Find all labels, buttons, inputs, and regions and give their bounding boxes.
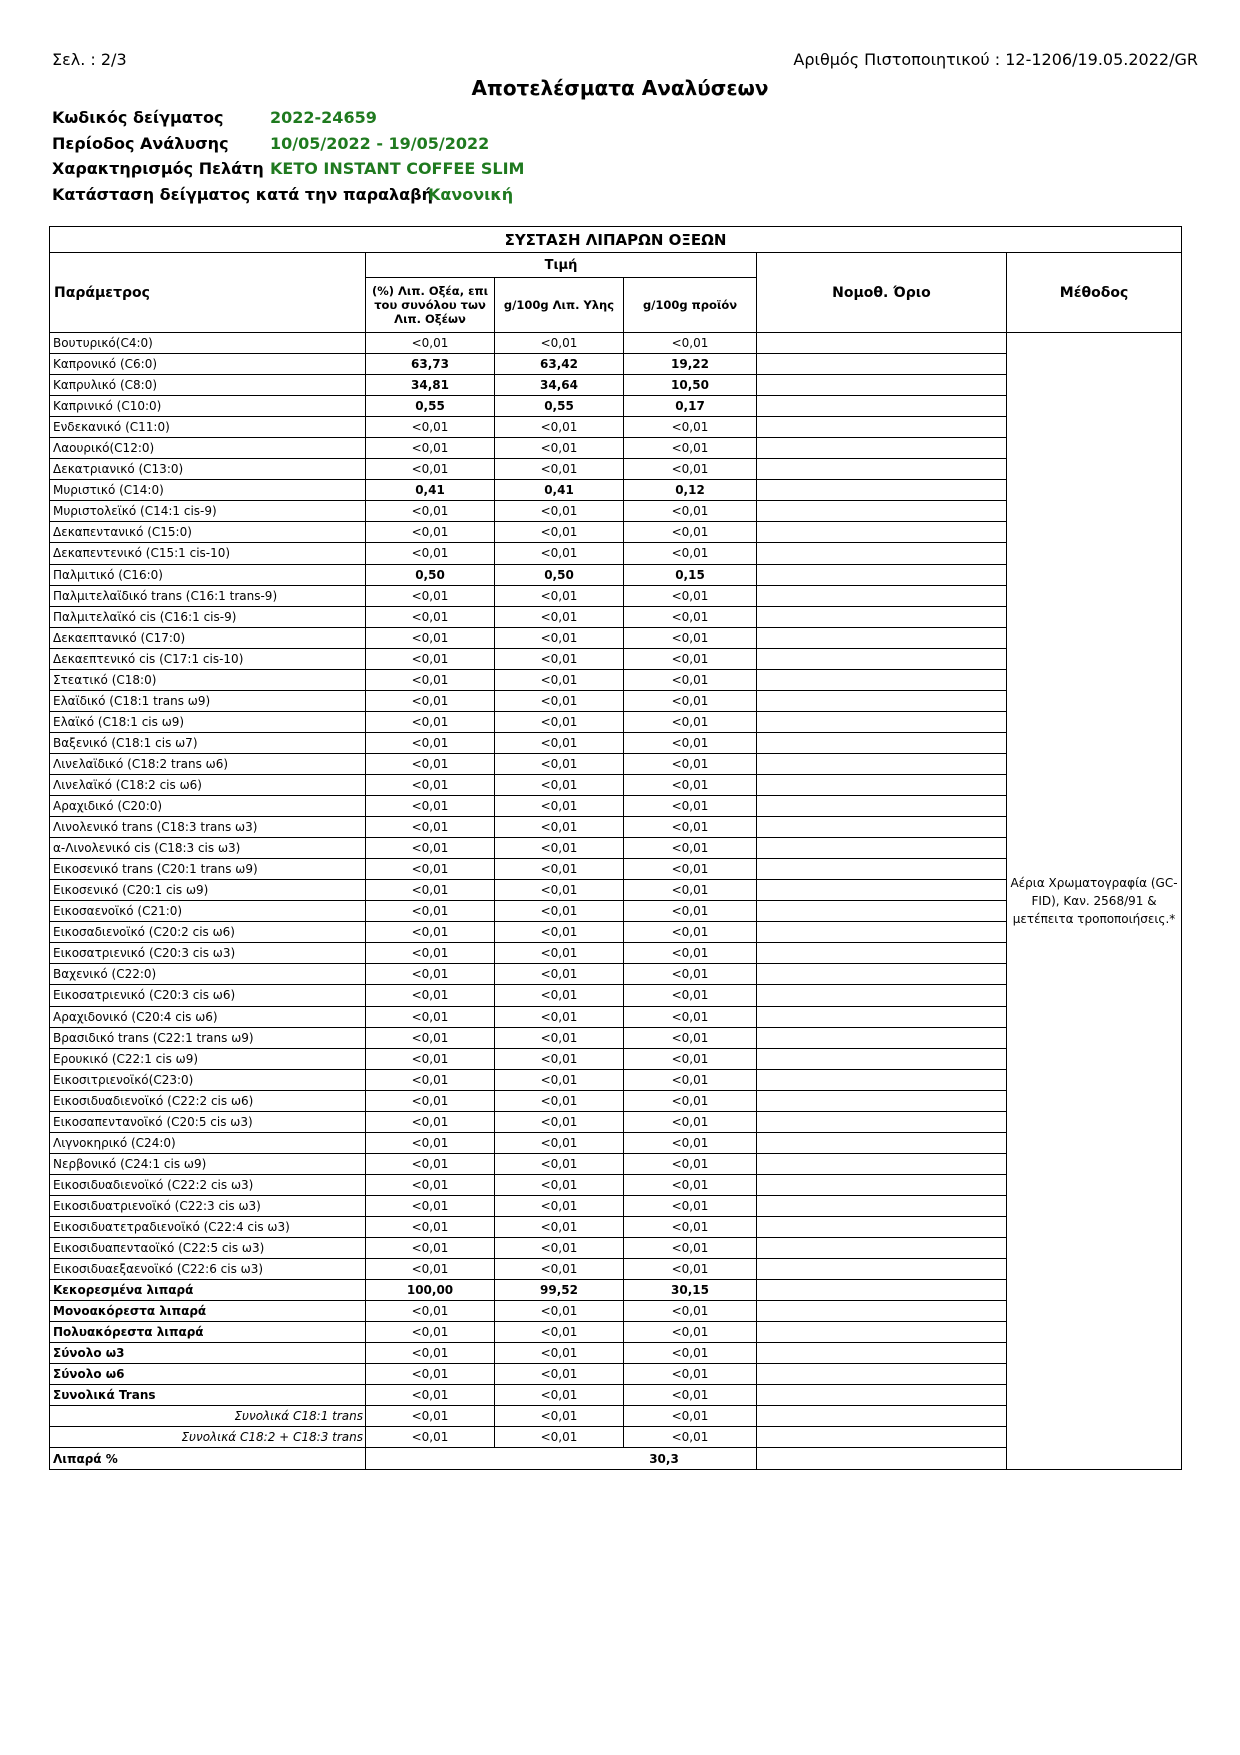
limit-cell: [757, 501, 1007, 522]
fat-total-value: 30,3: [366, 1448, 757, 1469]
parameter-name: Παλμιτελαϊδικό trans (C16:1 trans-9): [50, 585, 366, 606]
limit-cell: [757, 1090, 1007, 1111]
limit-cell: [757, 711, 1007, 732]
value-fat-matter: <0,01: [495, 459, 624, 480]
fat-total-label: Λιπαρά %: [50, 1448, 366, 1469]
value-percent: 0,41: [366, 480, 495, 501]
limit-cell: [757, 354, 1007, 375]
parameter-name: Εικοσαπεντανοϊκό (C20:5 cis ω3): [50, 1111, 366, 1132]
limit-cell: [757, 606, 1007, 627]
fatty-acid-table: [49, 226, 1182, 1470]
limit-cell: [757, 922, 1007, 943]
value-fat-matter: <0,01: [495, 1132, 624, 1153]
value-fat-matter: 0,55: [495, 396, 624, 417]
info-value: 2022-24659: [270, 108, 377, 127]
value-product: <0,01: [624, 1069, 757, 1090]
value-product: <0,01: [624, 438, 757, 459]
value-percent: <0,01: [366, 690, 495, 711]
value-product: <0,01: [624, 859, 757, 880]
parameter-name: Δεκαπεντανικό (C15:0): [50, 522, 366, 543]
value-percent: <0,01: [366, 1048, 495, 1069]
parameter-name: Ενδεκανικό (C11:0): [50, 417, 366, 438]
limit-cell: [757, 732, 1007, 753]
value-percent: <0,01: [366, 880, 495, 901]
value-fat-matter: <0,01: [495, 922, 624, 943]
value-fat-matter: <0,01: [495, 1006, 624, 1027]
value-product: <0,01: [624, 1006, 757, 1027]
value-fat-matter: <0,01: [495, 1153, 624, 1174]
value-product: <0,01: [624, 922, 757, 943]
limit-cell: [757, 1406, 1007, 1427]
info-row: [52, 159, 524, 185]
limit-cell: [757, 438, 1007, 459]
value-percent: <0,01: [366, 1069, 495, 1090]
value-product: <0,01: [624, 627, 757, 648]
value-fat-matter: <0,01: [495, 753, 624, 774]
value-percent: 63,73: [366, 354, 495, 375]
value-fat-matter: <0,01: [495, 585, 624, 606]
limit-cell: [757, 1280, 1007, 1301]
value-product: <0,01: [624, 1027, 757, 1048]
parameter-name: Σύνολο ω6: [50, 1364, 366, 1385]
value-percent: <0,01: [366, 1259, 495, 1280]
value-percent: <0,01: [366, 774, 495, 795]
value-fat-matter: <0,01: [495, 1427, 624, 1448]
limit-cell: [757, 1343, 1007, 1364]
value-product: <0,01: [624, 585, 757, 606]
value-percent: <0,01: [366, 1090, 495, 1111]
parameter-name: Ελαϊδικό (C18:1 trans ω9): [50, 690, 366, 711]
value-percent: <0,01: [366, 753, 495, 774]
value-product: <0,01: [624, 1090, 757, 1111]
limit-cell: [757, 859, 1007, 880]
value-fat-matter: 34,64: [495, 375, 624, 396]
value-percent: <0,01: [366, 1006, 495, 1027]
value-percent: <0,01: [366, 333, 495, 354]
value-fat-matter: <0,01: [495, 648, 624, 669]
parameter-name: Βαχενικό (C22:0): [50, 964, 366, 985]
value-percent: <0,01: [366, 838, 495, 859]
limit-cell: [757, 585, 1007, 606]
value-percent: <0,01: [366, 438, 495, 459]
value-fat-matter: <0,01: [495, 1216, 624, 1237]
value-fat-matter: <0,01: [495, 669, 624, 690]
value-percent: 0,50: [366, 564, 495, 585]
value-fat-matter: <0,01: [495, 1364, 624, 1385]
limit-cell: [757, 459, 1007, 480]
limit-cell: [757, 1238, 1007, 1259]
value-fat-matter: <0,01: [495, 1111, 624, 1132]
parameter-name: Εικοσιτριενοϊκό(C23:0): [50, 1069, 366, 1090]
limit-cell: [757, 1132, 1007, 1153]
value-percent: <0,01: [366, 859, 495, 880]
value-fat-matter: <0,01: [495, 732, 624, 753]
info-label: Κωδικός δείγματος: [52, 108, 224, 127]
limit-cell: [757, 1448, 1007, 1469]
parameter-name: Εικοσιδυαδιενοϊκό (C22:2 cis ω6): [50, 1090, 366, 1111]
parameter-name: Λινελαϊκό (C18:2 cis ω6): [50, 774, 366, 795]
sample-info: [52, 108, 524, 210]
parameter-name: Εικοσενικό trans (C20:1 trans ω9): [50, 859, 366, 880]
parameter-name: Σύνολο ω3: [50, 1343, 366, 1364]
column-header-method: Μέθοδος: [1007, 253, 1182, 333]
info-label: Περίοδος Ανάλυσης: [52, 133, 229, 153]
parameter-name: Εικοσενικό (C20:1 cis ω9): [50, 880, 366, 901]
value-product: <0,01: [624, 1259, 757, 1280]
info-value: KETO INSTANT COFFEE SLIM: [270, 159, 525, 178]
value-fat-matter: <0,01: [495, 838, 624, 859]
parameter-name: Λινελαϊδικό (C18:2 trans ω6): [50, 753, 366, 774]
limit-cell: [757, 480, 1007, 501]
parameter-name: Κεκορεσμένα λιπαρά: [50, 1280, 366, 1301]
value-percent: <0,01: [366, 732, 495, 753]
value-percent: <0,01: [366, 1132, 495, 1153]
parameter-name: Αραχιδικό (C20:0): [50, 796, 366, 817]
value-product: 19,22: [624, 354, 757, 375]
value-fat-matter: 0,50: [495, 564, 624, 585]
value-fat-matter: <0,01: [495, 1343, 624, 1364]
column-header-percent: (%) Λιπ. Οξέα, επι του συνόλου των Λιπ. Οξέων: [366, 278, 495, 333]
value-percent: <0,01: [366, 459, 495, 480]
value-percent: <0,01: [366, 922, 495, 943]
info-value: 10/05/2022 - 19/05/2022: [270, 133, 490, 153]
limit-cell: [757, 375, 1007, 396]
value-product: <0,01: [624, 648, 757, 669]
value-product: <0,01: [624, 796, 757, 817]
limit-cell: [757, 774, 1007, 795]
limit-cell: [757, 648, 1007, 669]
parameter-name: Συνολικά C18:2 + C18:3 trans: [50, 1427, 366, 1448]
value-fat-matter: <0,01: [495, 690, 624, 711]
limit-cell: [757, 1048, 1007, 1069]
info-row: [52, 108, 524, 134]
limit-cell: [757, 901, 1007, 922]
value-product: <0,01: [624, 459, 757, 480]
value-percent: <0,01: [366, 1027, 495, 1048]
limit-cell: [757, 1027, 1007, 1048]
column-header-limit: Νομοθ. Όριο: [757, 253, 1007, 333]
value-fat-matter: <0,01: [495, 333, 624, 354]
value-percent: <0,01: [366, 522, 495, 543]
value-percent: <0,01: [366, 1111, 495, 1132]
value-product: <0,01: [624, 1301, 757, 1322]
value-product: <0,01: [624, 817, 757, 838]
limit-cell: [757, 669, 1007, 690]
limit-cell: [757, 1153, 1007, 1174]
limit-cell: [757, 396, 1007, 417]
value-percent: <0,01: [366, 1343, 495, 1364]
value-product: <0,01: [624, 838, 757, 859]
value-product: <0,01: [624, 943, 757, 964]
value-fat-matter: <0,01: [495, 880, 624, 901]
parameter-name: Μυριστικό (C14:0): [50, 480, 366, 501]
value-product: <0,01: [624, 1238, 757, 1259]
value-fat-matter: <0,01: [495, 964, 624, 985]
page-title: Αποτελέσματα Αναλύσεων: [471, 76, 769, 100]
parameter-name: Εικοσιδυαδιενοϊκό (C22:2 cis ω3): [50, 1174, 366, 1195]
limit-cell: [757, 1301, 1007, 1322]
parameter-name: Λιγνοκηρικό (C24:0): [50, 1132, 366, 1153]
value-product: <0,01: [624, 1322, 757, 1343]
value-product: 10,50: [624, 375, 757, 396]
value-product: <0,01: [624, 1406, 757, 1427]
value-fat-matter: 63,42: [495, 354, 624, 375]
value-fat-matter: <0,01: [495, 1238, 624, 1259]
parameter-name: Εικοσιδυαπενταοϊκό (C22:5 cis ω3): [50, 1238, 366, 1259]
value-fat-matter: <0,01: [495, 543, 624, 564]
value-product: <0,01: [624, 690, 757, 711]
parameter-name: Ελαϊκό (C18:1 cis ω9): [50, 711, 366, 732]
value-product: <0,01: [624, 1216, 757, 1237]
value-fat-matter: 0,41: [495, 480, 624, 501]
value-percent: 34,81: [366, 375, 495, 396]
value-percent: <0,01: [366, 1153, 495, 1174]
value-product: <0,01: [624, 1364, 757, 1385]
value-fat-matter: 99,52: [495, 1280, 624, 1301]
value-percent: <0,01: [366, 901, 495, 922]
value-percent: <0,01: [366, 543, 495, 564]
value-product: <0,01: [624, 880, 757, 901]
value-fat-matter: <0,01: [495, 1322, 624, 1343]
value-percent: <0,01: [366, 606, 495, 627]
value-fat-matter: <0,01: [495, 1259, 624, 1280]
value-product: <0,01: [624, 732, 757, 753]
value-product: <0,01: [624, 985, 757, 1006]
limit-cell: [757, 964, 1007, 985]
value-fat-matter: <0,01: [495, 627, 624, 648]
value-product: <0,01: [624, 669, 757, 690]
column-header-fat-matter: g/100g Λιπ. Υλης: [495, 278, 624, 333]
parameter-name: Καπρυλικό (C8:0): [50, 375, 366, 396]
value-product: <0,01: [624, 333, 757, 354]
parameter-name: Παλμιτικό (C16:0): [50, 564, 366, 585]
parameter-name: Εικοσαδιενοϊκό (C20:2 cis ω6): [50, 922, 366, 943]
limit-cell: [757, 690, 1007, 711]
limit-cell: [757, 1322, 1007, 1343]
limit-cell: [757, 985, 1007, 1006]
value-product: <0,01: [624, 753, 757, 774]
value-fat-matter: <0,01: [495, 1027, 624, 1048]
value-fat-matter: <0,01: [495, 1385, 624, 1406]
value-percent: <0,01: [366, 943, 495, 964]
value-percent: <0,01: [366, 648, 495, 669]
value-percent: <0,01: [366, 501, 495, 522]
value-percent: 0,55: [366, 396, 495, 417]
value-percent: <0,01: [366, 1301, 495, 1322]
limit-cell: [757, 543, 1007, 564]
value-product: 30,15: [624, 1280, 757, 1301]
value-percent: <0,01: [366, 1364, 495, 1385]
limit-cell: [757, 522, 1007, 543]
value-fat-matter: <0,01: [495, 1406, 624, 1427]
info-label: Χαρακτηρισμός Πελάτη: [52, 159, 264, 178]
value-product: <0,01: [624, 1111, 757, 1132]
value-percent: <0,01: [366, 627, 495, 648]
value-product: <0,01: [624, 1385, 757, 1406]
limit-cell: [757, 1195, 1007, 1216]
limit-cell: [757, 943, 1007, 964]
value-product: <0,01: [624, 501, 757, 522]
value-fat-matter: <0,01: [495, 1048, 624, 1069]
value-product: <0,01: [624, 606, 757, 627]
limit-cell: [757, 1174, 1007, 1195]
limit-cell: [757, 880, 1007, 901]
parameter-name: Εικοσατριενικό (C20:3 cis ω6): [50, 985, 366, 1006]
parameter-name: Λινολενικό trans (C18:3 trans ω3): [50, 817, 366, 838]
page-number: Σελ. : 2/3: [52, 50, 127, 69]
info-label: Κατάσταση δείγματος κατά την παραλαβή: [52, 184, 433, 204]
value-fat-matter: <0,01: [495, 1090, 624, 1111]
parameter-name: Αραχιδονικό (C20:4 cis ω6): [50, 1006, 366, 1027]
limit-cell: [757, 417, 1007, 438]
info-value: Κανονική: [428, 184, 514, 204]
value-product: 0,12: [624, 480, 757, 501]
value-product: <0,01: [624, 417, 757, 438]
limit-cell: [757, 753, 1007, 774]
limit-cell: [757, 817, 1007, 838]
column-header-parameter: Παράμετρος: [50, 253, 366, 333]
value-fat-matter: <0,01: [495, 711, 624, 732]
value-percent: <0,01: [366, 964, 495, 985]
value-percent: <0,01: [366, 1322, 495, 1343]
value-percent: <0,01: [366, 796, 495, 817]
value-product: <0,01: [624, 522, 757, 543]
value-product: <0,01: [624, 901, 757, 922]
parameter-name: Καπρονικό (C6:0): [50, 354, 366, 375]
value-product: <0,01: [624, 1343, 757, 1364]
limit-cell: [757, 1111, 1007, 1132]
table-caption: ΣΥΣΤΑΣΗ ΛΙΠΑΡΩΝ ΟΞΕΩΝ: [50, 227, 1182, 253]
parameter-name: Εικοσιδυατετραδιενοϊκό (C22:4 cis ω3): [50, 1216, 366, 1237]
info-row: [52, 134, 524, 160]
parameter-name: Βρασιδικό trans (C22:1 trans ω9): [50, 1027, 366, 1048]
value-product: <0,01: [624, 711, 757, 732]
value-fat-matter: <0,01: [495, 606, 624, 627]
value-percent: <0,01: [366, 1216, 495, 1237]
parameter-name: Νερβονικό (C24:1 cis ω9): [50, 1153, 366, 1174]
value-percent: <0,01: [366, 1238, 495, 1259]
table-row: [50, 333, 1182, 354]
parameter-name: Δεκατριανικό (C13:0): [50, 459, 366, 480]
value-product: 0,17: [624, 396, 757, 417]
parameter-name: Μυριστολεϊκό (C14:1 cis-9): [50, 501, 366, 522]
parameter-name: α-Λινολενικό cis (C18:3 cis ω3): [50, 838, 366, 859]
limit-cell: [757, 1385, 1007, 1406]
limit-cell: [757, 1364, 1007, 1385]
parameter-name: Εικοσαενοϊκό (C21:0): [50, 901, 366, 922]
value-product: <0,01: [624, 774, 757, 795]
parameter-name: Ερουκικό (C22:1 cis ω9): [50, 1048, 366, 1069]
value-fat-matter: <0,01: [495, 522, 624, 543]
limit-cell: [757, 1259, 1007, 1280]
value-fat-matter: <0,01: [495, 985, 624, 1006]
parameter-name: Στεατικό (C18:0): [50, 669, 366, 690]
limit-cell: [757, 838, 1007, 859]
value-product: <0,01: [624, 1174, 757, 1195]
value-percent: <0,01: [366, 1195, 495, 1216]
limit-cell: [757, 564, 1007, 585]
parameter-name: Εικοσατριενικό (C20:3 cis ω3): [50, 943, 366, 964]
value-fat-matter: <0,01: [495, 901, 624, 922]
value-fat-matter: <0,01: [495, 1195, 624, 1216]
column-header-product: g/100g προϊόν: [624, 278, 757, 333]
value-percent: <0,01: [366, 985, 495, 1006]
parameter-name: Εικοσιδυατριενοϊκό (C22:3 cis ω3): [50, 1195, 366, 1216]
value-percent: <0,01: [366, 817, 495, 838]
value-fat-matter: <0,01: [495, 417, 624, 438]
value-percent: <0,01: [366, 669, 495, 690]
value-fat-matter: <0,01: [495, 1069, 624, 1090]
value-product: <0,01: [624, 1048, 757, 1069]
parameter-name: Εικοσιδυαεξαενοϊκό (C22:6 cis ω3): [50, 1259, 366, 1280]
parameter-name: Βουτυρικό(C4:0): [50, 333, 366, 354]
value-percent: <0,01: [366, 711, 495, 732]
value-percent: <0,01: [366, 1385, 495, 1406]
limit-cell: [757, 333, 1007, 354]
limit-cell: [757, 1216, 1007, 1237]
value-fat-matter: <0,01: [495, 501, 624, 522]
value-fat-matter: <0,01: [495, 796, 624, 817]
value-fat-matter: <0,01: [495, 438, 624, 459]
value-percent: <0,01: [366, 417, 495, 438]
limit-cell: [757, 796, 1007, 817]
value-product: <0,01: [624, 964, 757, 985]
column-header-value: Τιμή: [366, 253, 757, 278]
parameter-name: Συνολικά C18:1 trans: [50, 1406, 366, 1427]
parameter-name: Καπρινικό (C10:0): [50, 396, 366, 417]
limit-cell: [757, 1006, 1007, 1027]
value-percent: <0,01: [366, 585, 495, 606]
parameter-name: Δεκαεπτενικό cis (C17:1 cis-10): [50, 648, 366, 669]
limit-cell: [757, 627, 1007, 648]
certificate-number: Αριθμός Πιστοποιητικού : 12-1206/19.05.2022/GR: [793, 50, 1198, 69]
value-product: <0,01: [624, 1427, 757, 1448]
parameter-name: Πολυακόρεστα λιπαρά: [50, 1322, 366, 1343]
value-fat-matter: <0,01: [495, 1174, 624, 1195]
value-fat-matter: <0,01: [495, 817, 624, 838]
parameter-name: Παλμιτελαϊκό cis (C16:1 cis-9): [50, 606, 366, 627]
value-product: <0,01: [624, 1153, 757, 1174]
value-product: <0,01: [624, 1195, 757, 1216]
method-cell: Αέρια Χρωματογραφία (GC-FID), Καν. 2568/91 & μετέπειτα τροποποιήσεις.*: [1007, 333, 1182, 1470]
parameter-name: Δεκαπεντενικό (C15:1 cis-10): [50, 543, 366, 564]
limit-cell: [757, 1427, 1007, 1448]
limit-cell: [757, 1069, 1007, 1090]
parameter-name: Συνολικά Trans: [50, 1385, 366, 1406]
parameter-name: Λαουρικό(C12:0): [50, 438, 366, 459]
parameter-name: Βαξενικό (C18:1 cis ω7): [50, 732, 366, 753]
value-fat-matter: <0,01: [495, 943, 624, 964]
parameter-name: Μονοακόρεστα λιπαρά: [50, 1301, 366, 1322]
value-percent: 100,00: [366, 1280, 495, 1301]
info-row: [52, 185, 524, 211]
value-percent: <0,01: [366, 1406, 495, 1427]
value-fat-matter: <0,01: [495, 774, 624, 795]
parameter-name: Δεκαεπτανικό (C17:0): [50, 627, 366, 648]
value-percent: <0,01: [366, 1427, 495, 1448]
value-product: 0,15: [624, 564, 757, 585]
value-product: <0,01: [624, 543, 757, 564]
value-percent: <0,01: [366, 1174, 495, 1195]
value-fat-matter: <0,01: [495, 859, 624, 880]
value-fat-matter: <0,01: [495, 1301, 624, 1322]
value-product: <0,01: [624, 1132, 757, 1153]
